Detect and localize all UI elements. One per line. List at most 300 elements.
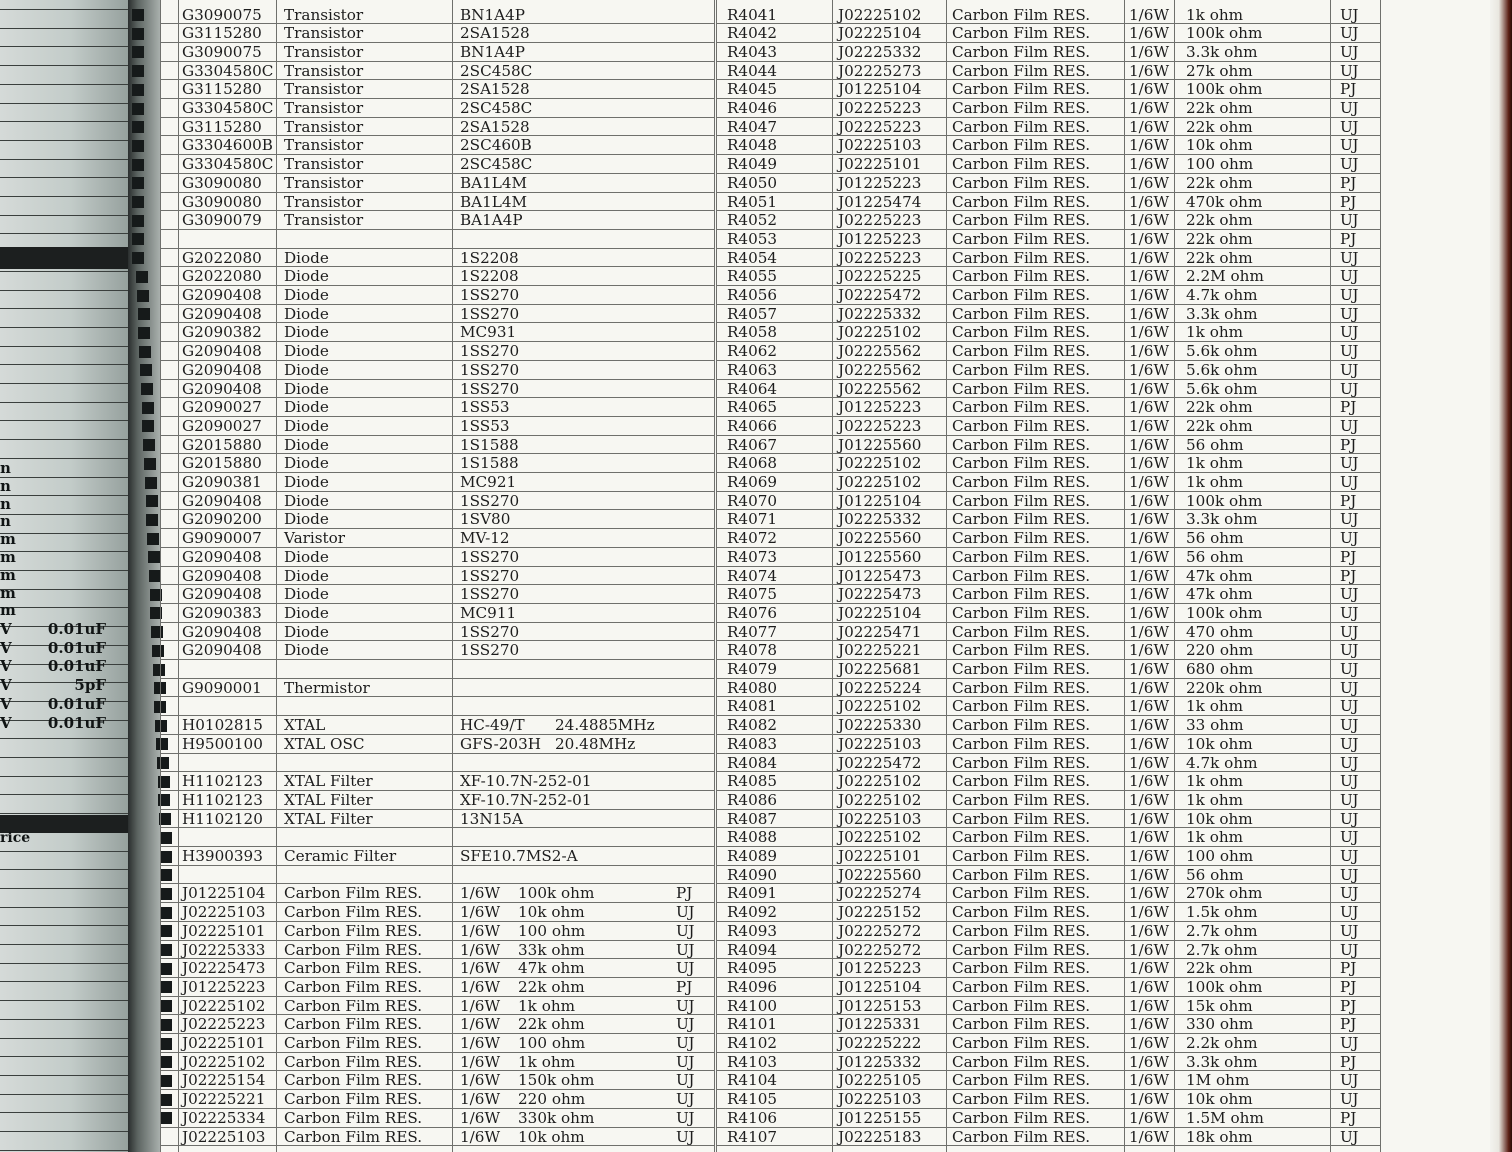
cell-name: Diode: [284, 473, 329, 491]
cell-code: J02225681: [838, 660, 922, 678]
cell-code: H3900393: [182, 847, 263, 865]
cell-watt: 1/6W: [1129, 697, 1170, 716]
cell-note: UJ: [1340, 248, 1359, 267]
gutter-mark: [132, 252, 144, 264]
cell-note: UJ: [676, 1071, 695, 1090]
gutter-mark: [160, 851, 172, 863]
cell-code: J02225274: [838, 884, 922, 903]
cell-val: 3.3k ohm: [1186, 510, 1258, 529]
prev-page-rule: [0, 907, 140, 908]
cell-name: Carbon Film RES.: [952, 603, 1091, 622]
cell-name: Diode: [284, 622, 329, 641]
prev-page-rule: [0, 682, 140, 683]
cell-name: Carbon Film RES.: [952, 229, 1091, 248]
prev-page-voltage-mark: V: [0, 638, 12, 657]
cell-code: J02225272: [838, 940, 922, 959]
cell-ref: R4065: [727, 398, 778, 417]
cell-val: 56 ohm: [1186, 865, 1244, 884]
cell-note: UJ: [1340, 753, 1359, 772]
cell-val: 680 ohm: [1186, 660, 1254, 678]
cell-name: Diode: [284, 323, 329, 342]
gutter-mark: [160, 1112, 172, 1124]
cell-name: Transistor: [284, 80, 364, 99]
cell-code: J02225103: [182, 1127, 266, 1146]
cell-name: Carbon Film RES.: [952, 473, 1091, 491]
cell-name: Carbon Film RES.: [952, 211, 1091, 230]
cell-watt: 1/6W: [1129, 155, 1170, 174]
cell-watt: 1/6W: [1129, 379, 1170, 398]
cell-val: 5.6k ohm: [1186, 379, 1258, 398]
cell-name: Carbon Film RES.: [952, 641, 1091, 660]
cell-type: MC911: [460, 603, 517, 622]
cell-spec: 150k ohm: [518, 1071, 595, 1090]
cell-name: Carbon Film RES.: [284, 1034, 423, 1052]
cell-code: J02225332: [838, 42, 922, 61]
cell-code: J01225104: [182, 884, 266, 903]
cell-code: G2090408: [182, 641, 262, 660]
cell-name: Carbon Film RES.: [952, 80, 1091, 99]
cell-code: J02225272: [838, 921, 922, 940]
cell-type: 1SS270: [460, 304, 520, 323]
prev-page-rule: [0, 28, 140, 29]
cell-watt: 1/6W: [1129, 398, 1170, 417]
cell-code: J02225102: [838, 772, 922, 791]
cell-val: 100k ohm: [1186, 80, 1263, 99]
cell-note: UJ: [1340, 603, 1359, 622]
cell-code: G9090007: [182, 529, 262, 548]
cell-ref: R4050: [727, 173, 778, 192]
cell-type: 1SS270: [460, 622, 520, 641]
gutter-mark: [160, 869, 172, 881]
cell-name: Varistor: [284, 529, 346, 548]
prev-page-rule: [0, 196, 140, 197]
cell-ref: R4054: [727, 248, 778, 267]
cell-name: Carbon Film RES.: [952, 304, 1091, 323]
cell-code: H0102815: [182, 716, 263, 735]
cell-note: PJ: [1340, 977, 1357, 996]
prev-page-unit: n: [0, 459, 11, 477]
cell-note: UJ: [1340, 342, 1359, 361]
cell-spec: 1k ohm: [518, 1052, 576, 1071]
prev-page-rule: [0, 177, 140, 178]
prev-page-rule: [0, 888, 140, 889]
gutter-mark: [146, 514, 158, 526]
cell-code: G2090408: [182, 379, 262, 398]
prev-page-rule: [0, 1112, 140, 1113]
column-rule: [832, 0, 833, 1152]
cell-val: 22k ohm: [1186, 248, 1253, 267]
gutter-mark: [132, 9, 144, 21]
prev-page-rule: [0, 439, 140, 440]
gutter-mark: [160, 1075, 172, 1087]
cell-note: UJ: [676, 1090, 695, 1109]
cell-code: J02225560: [838, 529, 922, 548]
cell-ref: R4093: [727, 921, 778, 940]
prev-page-rule: [0, 271, 140, 272]
cell-name: Carbon Film RES.: [952, 585, 1091, 604]
cell-code: J02225330: [838, 716, 922, 735]
cell-watt: 1/6W: [1129, 921, 1170, 940]
cell-ref: R4047: [727, 117, 778, 136]
cell-name: Carbon Film RES.: [952, 547, 1091, 566]
cell-code: J02225225: [838, 267, 922, 286]
column-rule: [714, 0, 715, 1152]
cell-ref: R4043: [727, 42, 778, 61]
prev-page-rule: [0, 1094, 140, 1095]
cell-type: 1SS53: [460, 398, 510, 417]
cell-name: Carbon Film RES.: [952, 323, 1091, 342]
cell-name: Transistor: [284, 173, 364, 192]
cell-type: 1SS270: [460, 360, 520, 379]
cell-code: G2090383: [182, 603, 262, 622]
cell-ref: R4106: [727, 1108, 778, 1127]
cell-name: Diode: [284, 360, 329, 379]
cell-val: 2.7k ohm: [1186, 921, 1258, 940]
cell-watt: 1/6W: [1129, 211, 1170, 230]
cell-note: UJ: [1340, 903, 1359, 922]
cell-watt: 1/6W: [1129, 622, 1170, 641]
cell-type: 1SS270: [460, 566, 520, 585]
prev-page-rule: [0, 233, 140, 234]
cell-name: Carbon Film RES.: [952, 99, 1091, 117]
cell-val: 2.7k ohm: [1186, 940, 1258, 959]
prev-page-rule: [0, 103, 140, 104]
gutter-mark: [160, 981, 172, 993]
cell-type: 1S2208: [460, 267, 519, 286]
cell-val: 4.7k ohm: [1186, 286, 1258, 304]
cell-code: G2090408: [182, 585, 262, 604]
cell-ref: R4057: [727, 304, 778, 323]
cell-ref: R4063: [727, 360, 778, 379]
row-rule: [160, 865, 714, 866]
cell-ref: R4064: [727, 379, 778, 398]
cell-note: UJ: [676, 1052, 695, 1071]
prev-page-rule: [0, 458, 140, 459]
cell-note: UJ: [1340, 61, 1359, 80]
cell-code: J02225473: [838, 585, 922, 604]
cell-name: Carbon Film RES.: [952, 398, 1091, 417]
cell-ref: R4105: [727, 1090, 778, 1109]
prev-page-rule: [0, 383, 140, 384]
cell-name: Carbon Film RES.: [284, 959, 423, 978]
cell-type: XF-10.7N-252-01: [460, 772, 592, 791]
cell-name: Carbon Film RES.: [952, 1090, 1091, 1109]
cell-val: 22k ohm: [1186, 416, 1253, 435]
cell-note: UJ: [676, 1034, 695, 1052]
cell-name: Carbon Film RES.: [952, 435, 1091, 454]
cell-name: Carbon Film RES.: [952, 753, 1091, 772]
cell-type: 1S1588: [460, 454, 519, 473]
gutter-mark: [132, 65, 144, 77]
cell-val: 100k ohm: [1186, 603, 1263, 622]
cell-note: UJ: [1340, 510, 1359, 529]
cell-val: 470 ohm: [1186, 622, 1254, 641]
cell-code: J02225152: [838, 903, 922, 922]
cell-watt: 1/6W: [1129, 435, 1170, 454]
cell-type: 1SS270: [460, 641, 520, 660]
cell-name: Carbon Film RES.: [952, 248, 1091, 267]
cell-spec: 100 ohm: [518, 1034, 586, 1052]
row-rule: [160, 229, 714, 230]
cell-name: XTAL Filter: [284, 809, 373, 828]
cell-note: PJ: [1340, 229, 1357, 248]
prev-page-unit: n: [0, 512, 11, 531]
cell-val: 56 ohm: [1186, 435, 1244, 454]
cell-name: Diode: [284, 416, 329, 435]
cell-note: UJ: [1340, 734, 1359, 753]
prev-page-rule: [0, 963, 140, 964]
cell-watt: 1/6W: [1129, 342, 1170, 361]
cell-code: J02225560: [838, 865, 922, 884]
cell-name: Carbon Film RES.: [952, 529, 1091, 548]
cell-type: 1/6W: [460, 1034, 501, 1052]
cell-name: Diode: [284, 267, 329, 286]
cell-spec: 10k ohm: [518, 903, 585, 922]
cell-watt: 1/6W: [1129, 192, 1170, 211]
cell-name: Transistor: [284, 155, 364, 174]
cell-name: Transistor: [284, 192, 364, 211]
cell-val: 1k ohm: [1186, 473, 1244, 491]
cell-name: Carbon Film RES.: [952, 1052, 1091, 1071]
column-rule: [276, 0, 277, 1152]
cell-ref: R4082: [727, 716, 778, 735]
gutter-mark: [160, 1094, 172, 1106]
cell-type: 1/6W: [460, 940, 501, 959]
cell-watt: 1/6W: [1129, 828, 1170, 847]
cell-watt: 1/6W: [1129, 454, 1170, 473]
row-rule: [160, 1145, 714, 1146]
gutter-mark: [160, 907, 172, 919]
column-rule: [1380, 0, 1381, 1152]
page-edge-right: [1490, 0, 1512, 1152]
column-rule: [716, 0, 717, 1152]
cell-ref: R4079: [727, 660, 778, 678]
cell-watt: 1/6W: [1129, 641, 1170, 660]
gutter-mark: [132, 177, 144, 189]
cell-val: 22k ohm: [1186, 398, 1253, 417]
cell-ref: R4107: [727, 1127, 778, 1146]
gutter-mark: [160, 944, 172, 956]
cell-note: PJ: [1340, 398, 1357, 417]
gutter-mark: [140, 364, 152, 376]
cell-code: J02225333: [182, 940, 266, 959]
prev-page-rule: [0, 776, 140, 777]
cell-note: PJ: [1340, 192, 1357, 211]
cell-note: PJ: [1340, 996, 1357, 1015]
gutter-mark: [148, 551, 160, 563]
cell-watt: 1/6W: [1129, 996, 1170, 1015]
cell-note: UJ: [1340, 716, 1359, 735]
cell-val: 22k ohm: [1186, 117, 1253, 136]
cell-val: 1k ohm: [1186, 697, 1244, 716]
cell-note: PJ: [676, 884, 693, 903]
cell-code: J02225332: [838, 510, 922, 529]
cell-val: 270k ohm: [1186, 884, 1263, 903]
cell-val: 330 ohm: [1186, 1015, 1254, 1034]
cell-note: UJ: [676, 940, 695, 959]
cell-code: J01225473: [838, 566, 922, 585]
cell-code: J02225223: [838, 117, 922, 136]
cell-name: Carbon Film RES.: [952, 61, 1091, 80]
cell-watt: 1/6W: [1129, 323, 1170, 342]
cell-watt: 1/6W: [1129, 585, 1170, 604]
cell-note: UJ: [1340, 379, 1359, 398]
cell-ref: R4081: [727, 697, 778, 716]
cell-ref: R4071: [727, 510, 778, 529]
gutter-mark: [157, 757, 169, 769]
gutter-mark: [153, 664, 165, 676]
cell-code: J02225102: [838, 828, 922, 847]
prev-page-voltage-mark: V: [0, 713, 12, 732]
cell-watt: 1/6W: [1129, 286, 1170, 304]
prev-page-rule: [0, 551, 140, 552]
cell-name: Diode: [284, 286, 329, 304]
cell-type: 1SS53: [460, 416, 510, 435]
cell-name: Carbon Film RES.: [952, 734, 1091, 753]
cell-name: Carbon Film RES.: [284, 884, 423, 903]
cell-code: J01225560: [838, 435, 922, 454]
gutter-mark: [156, 738, 168, 750]
cell-val: 220 ohm: [1186, 641, 1254, 660]
cell-code: J02225104: [838, 603, 922, 622]
cell-name: Carbon Film RES.: [952, 1108, 1091, 1127]
cell-type: BN1A4P: [460, 42, 525, 61]
cell-ref: R4085: [727, 772, 778, 791]
gutter-mark: [143, 439, 155, 451]
cell-type: 1/6W: [460, 1108, 501, 1127]
cell-ref: R4096: [727, 977, 778, 996]
gutter-mark: [145, 477, 157, 489]
cell-name: Transistor: [284, 136, 364, 155]
cell-code: J01225560: [838, 547, 922, 566]
prev-page-rule: [0, 495, 140, 496]
cell-type: BA1A4P: [460, 211, 523, 230]
cell-val: 15k ohm: [1186, 996, 1253, 1015]
cell-type: 1/6W: [460, 977, 501, 996]
cell-ref: R4072: [727, 529, 778, 548]
cell-val: 3.3k ohm: [1186, 1052, 1258, 1071]
prev-page-voltage-mark: V: [0, 620, 12, 638]
cell-name: Diode: [284, 304, 329, 323]
cell-name: Carbon Film RES.: [284, 1015, 423, 1034]
cell-val: 1k ohm: [1186, 323, 1244, 342]
cell-ref: R4041: [727, 5, 778, 24]
cell-name: Transistor: [284, 99, 364, 117]
cell-name: Diode: [284, 248, 329, 267]
cell-code: G3304580C: [182, 99, 274, 117]
cell-spec: 1k ohm: [518, 996, 576, 1015]
cell-watt: 1/6W: [1129, 42, 1170, 61]
gutter-mark: [160, 888, 172, 900]
cell-code: G2090200: [182, 510, 262, 529]
cell-spec: 220 ohm: [518, 1090, 586, 1109]
cell-name: Carbon Film RES.: [952, 192, 1091, 211]
cell-name: XTAL Filter: [284, 790, 373, 809]
cell-name: Diode: [284, 603, 329, 622]
prev-page-rule: [0, 533, 140, 534]
cell-code: J02225102: [838, 323, 922, 342]
cell-name: Carbon Film RES.: [952, 267, 1091, 286]
cell-ref: R4086: [727, 790, 778, 809]
cell-code: J01225104: [838, 977, 922, 996]
cell-type: 2SC458C: [460, 99, 533, 117]
cell-code: J02225562: [838, 360, 922, 379]
cell-ref: R4042: [727, 24, 778, 43]
cell-code: J01225474: [838, 192, 922, 211]
cell-code: H1102120: [182, 809, 263, 828]
cell-watt: 1/6W: [1129, 547, 1170, 566]
cell-code: J02225224: [838, 678, 922, 697]
cell-name: Carbon Film RES.: [952, 342, 1091, 361]
cell-watt: 1/6W: [1129, 136, 1170, 155]
cell-name: Transistor: [284, 24, 364, 43]
cell-name: Transistor: [284, 117, 364, 136]
cell-note: UJ: [1340, 416, 1359, 435]
prev-page-value: 0.01uF: [47, 638, 106, 657]
cell-val: 22k ohm: [1186, 99, 1253, 117]
cell-spec: 22k ohm: [518, 977, 585, 996]
cell-name: Carbon Film RES.: [284, 1052, 423, 1071]
cell-val: 100k ohm: [1186, 977, 1263, 996]
cell-name: Carbon Film RES.: [952, 903, 1091, 922]
cell-type: 1SS270: [460, 547, 520, 566]
cell-val: 1k ohm: [1186, 772, 1244, 791]
cell-val: 1k ohm: [1186, 790, 1244, 809]
prev-page-rule: [0, 1056, 140, 1057]
gutter-mark: [132, 196, 144, 208]
cell-type: 1/6W: [460, 1052, 501, 1071]
gutter-mark: [132, 233, 144, 245]
cell-watt: 1/6W: [1129, 977, 1170, 996]
cell-code: H1102123: [182, 790, 263, 809]
cell-code: G2022080: [182, 248, 262, 267]
cell-val: 100k ohm: [1186, 491, 1263, 510]
cell-code: G2015880: [182, 435, 262, 454]
prev-page-rule: [0, 364, 140, 365]
cell-name: Carbon Film RES.: [952, 716, 1091, 735]
cell-val: 4.7k ohm: [1186, 753, 1258, 772]
prev-page-rule: [0, 9, 140, 10]
cell-ref: R4102: [727, 1034, 778, 1052]
cell-name: Carbon Film RES.: [952, 454, 1091, 473]
row-rule: [160, 827, 714, 828]
cell-val: 2.2k ohm: [1186, 1034, 1258, 1052]
cell-code: G3304600B: [182, 136, 273, 155]
cell-name: XTAL: [284, 716, 326, 735]
prev-page-rule: [0, 420, 140, 421]
cell-type: 1SS270: [460, 379, 520, 398]
prev-page-value: 0.01uF: [47, 620, 106, 638]
cell-ref: R4091: [727, 884, 778, 903]
cell-note: UJ: [676, 996, 695, 1015]
prev-page-rule: [0, 477, 140, 478]
cell-watt: 1/6W: [1129, 1127, 1170, 1146]
cell-code: J02225102: [838, 790, 922, 809]
prev-page-rule: [0, 46, 140, 47]
cell-name: Carbon Film RES.: [284, 1071, 423, 1090]
cell-note: UJ: [1340, 304, 1359, 323]
gutter-mark: [160, 1056, 172, 1068]
cell-code: J02225103: [838, 1090, 922, 1109]
prev-page-rule: [0, 140, 140, 141]
cell-ref: R4089: [727, 847, 778, 865]
cell-name: XTAL OSC: [284, 734, 365, 753]
cell-ref: R4075: [727, 585, 778, 604]
gutter-mark: [152, 645, 164, 657]
cell-note: PJ: [1340, 491, 1357, 510]
section-divider: [0, 247, 140, 269]
cell-watt: 1/6W: [1129, 24, 1170, 43]
